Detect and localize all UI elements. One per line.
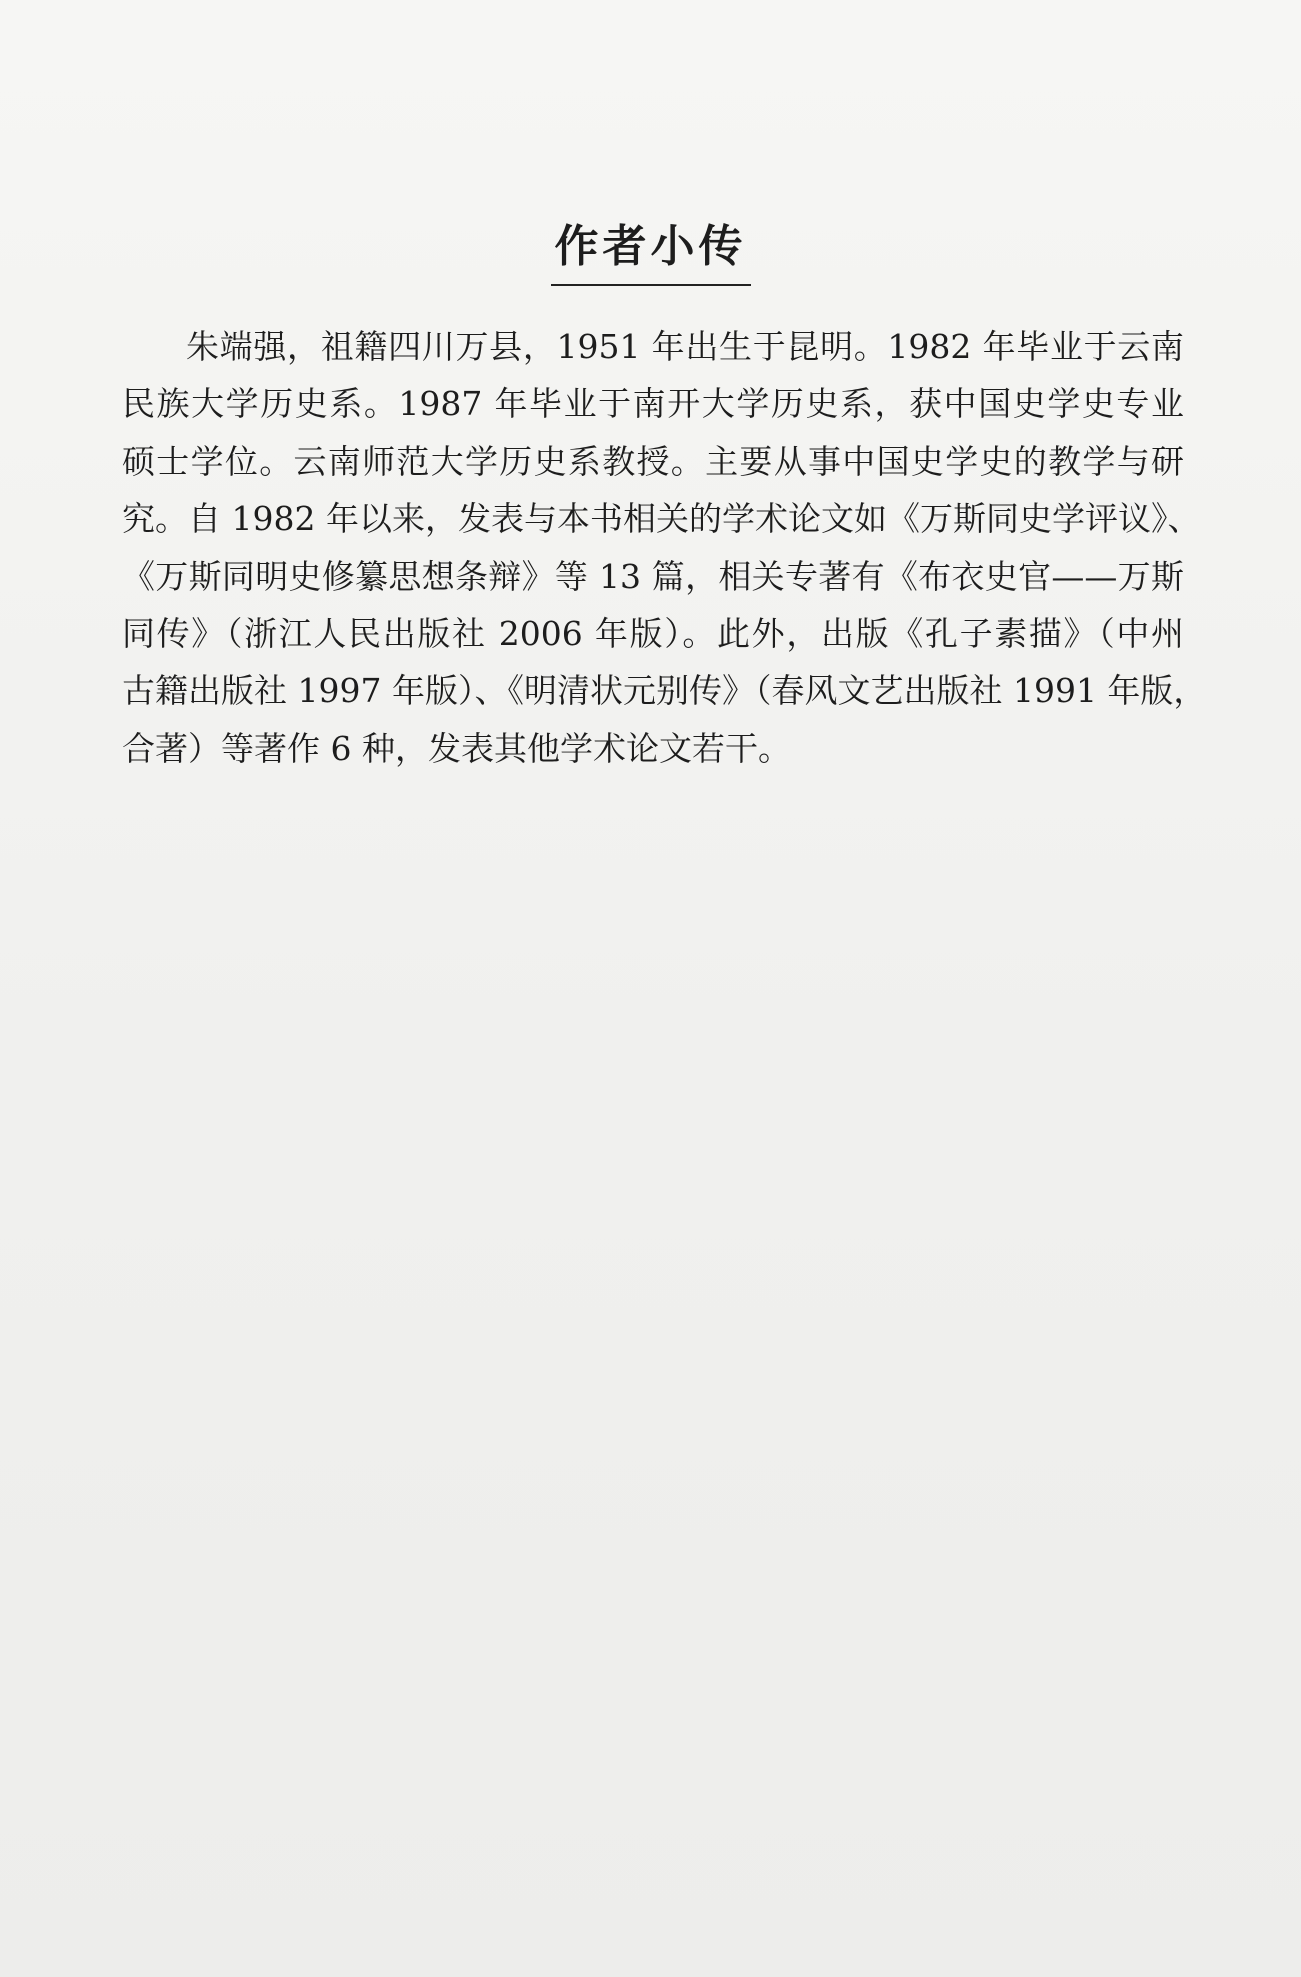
page-title: 作者小传 bbox=[551, 210, 751, 286]
paragraph-line: 究。自 1982 年以来，发表与本书相关的学术论文如《万斯同史学评议》、 bbox=[122, 499, 1201, 539]
title-container bbox=[0, 210, 1301, 286]
paragraph-line: 民族大学历史系。1987 年毕业于南开大学历史系，获中国史学史专业 bbox=[122, 384, 1184, 424]
paragraph-line: 硕士学位。云南师范大学历史系教授。主要从事中国史学史的教学与研 bbox=[122, 441, 1184, 481]
biography-paragraph bbox=[122, 318, 1207, 777]
paragraph-line: 朱端强，祖籍四川万县，1951 年出生于昆明。1982 年毕业于云南 bbox=[186, 327, 1184, 366]
paragraph-line: 《万斯同明史修纂思想条辩》等 13 篇，相关专著有《布衣史官——万斯 bbox=[122, 556, 1184, 596]
paragraph-line: 古籍出版社 1997 年版）、《明清状元别传》（春风文艺出版社 1991 年版， bbox=[122, 671, 1207, 711]
paragraph-line: 合著）等著作 6 种，发表其他学术论文若干。 bbox=[122, 728, 791, 768]
paragraph-line: 同传》（浙江人民出版社 2006 年版）。此外，出版《孔子素描》（中州 bbox=[122, 614, 1184, 654]
